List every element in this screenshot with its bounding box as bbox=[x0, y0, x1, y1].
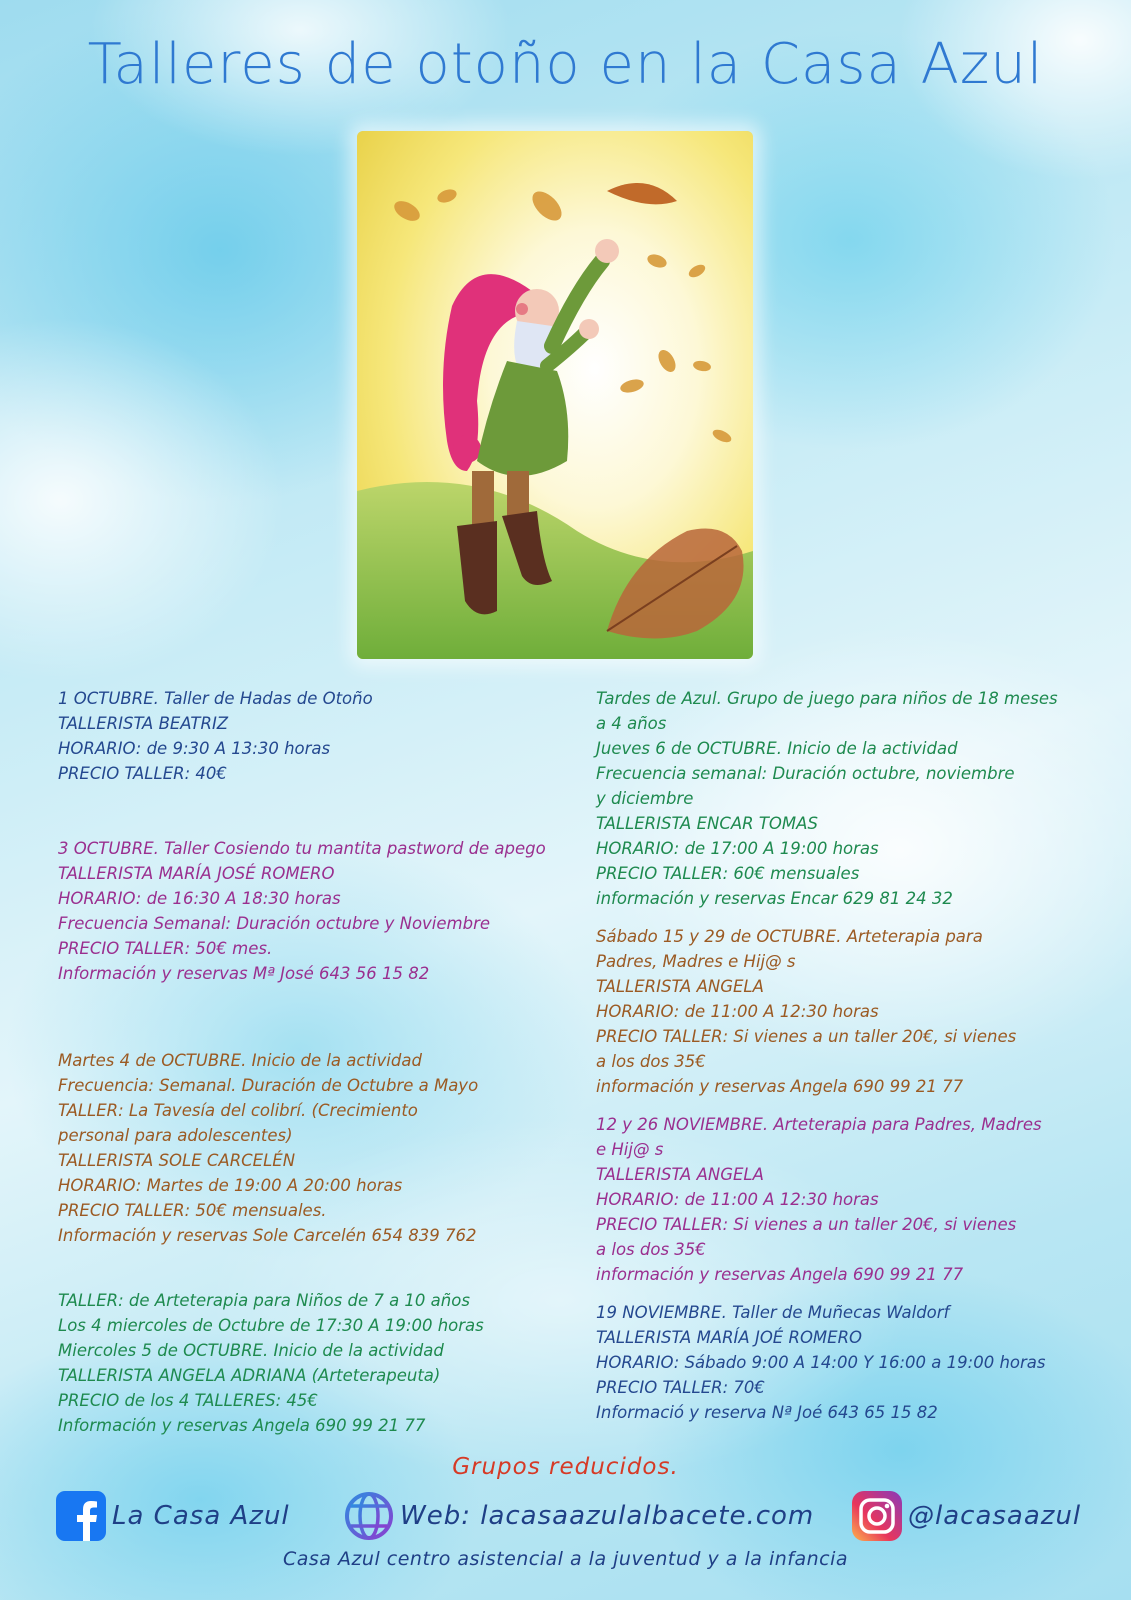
event-line: Frecuencia semanal: Duración octubre, noviembre bbox=[596, 764, 1015, 783]
instagram-link[interactable] bbox=[852, 1490, 1081, 1542]
event-travesia-colibri bbox=[58, 1048, 578, 1248]
facebook-link[interactable] bbox=[56, 1490, 290, 1542]
event-line: PRECIO TALLER: Si vienes a un taller 20€, si vienes bbox=[596, 1215, 1017, 1234]
instagram-label: @lacasaazul bbox=[908, 1501, 1082, 1531]
event-line: 1 OCTUBRE. Taller de Hadas de Otoño bbox=[58, 689, 373, 708]
event-line: Información y reservas Sole Carcelén 654 839 762 bbox=[58, 1226, 477, 1245]
event-line: PRECIO TALLER: 50€ mes. bbox=[58, 939, 273, 958]
event-line: Los 4 miercoles de Octubre de 17:30 A 19:00 horas bbox=[58, 1316, 484, 1335]
event-line: HORARIO: de 17:00 A 19:00 horas bbox=[596, 839, 879, 858]
event-line: a los dos 35€ bbox=[596, 1240, 706, 1259]
event-line: 12 y 26 NOVIEMBRE. Arteterapia para Padres, Madres bbox=[596, 1115, 1042, 1134]
event-line: 3 OCTUBRE. Taller Cosiendo tu mantita pastword de apego bbox=[58, 839, 546, 858]
event-line: TALLERISTA MARÍA JOÉ ROMERO bbox=[596, 1328, 863, 1347]
page-title: Talleres de otoño en la Casa Azul bbox=[87, 32, 1044, 97]
event-line: HORARIO: de 9:30 A 13:30 horas bbox=[58, 739, 331, 758]
web-link[interactable] bbox=[344, 1490, 814, 1542]
event-line: a 4 años bbox=[596, 714, 667, 733]
event-line: Padres, Madres e Hij@ s bbox=[596, 952, 796, 971]
event-arteterapia-ninos bbox=[58, 1288, 578, 1438]
event-line: a los dos 35€ bbox=[596, 1052, 706, 1071]
event-line: PRECIO TALLER: 50€ mensuales. bbox=[58, 1201, 327, 1220]
event-line: PRECIO TALLER: 60€ mensuales bbox=[596, 864, 860, 883]
event-line: Frecuencia Semanal: Duración octubre y Noviembre bbox=[58, 914, 491, 933]
instagram-icon bbox=[852, 1491, 902, 1541]
event-munecas-waldorf bbox=[596, 1300, 1086, 1425]
event-line: HORARIO: Sábado 9:00 A 14:00 Y 16:00 a 19:00 horas bbox=[596, 1353, 1046, 1372]
gnome-illustration bbox=[357, 131, 753, 659]
event-line: información y reservas Angela 690 99 21 77 bbox=[596, 1265, 964, 1284]
right-column bbox=[596, 686, 1086, 1425]
event-line: Tardes de Azul. Grupo de juego para niños de 18 meses bbox=[596, 689, 1058, 708]
event-tardes-de-azul bbox=[596, 686, 1086, 911]
event-line: TALLERISTA MARÍA JOSÉ ROMERO bbox=[58, 864, 335, 883]
event-line: HORARIO: de 11:00 A 12:30 horas bbox=[596, 1190, 879, 1209]
event-line: TALLERISTA BEATRIZ bbox=[58, 714, 229, 733]
event-line: TALLER: La Tavesía del colibrí. (Crecimiento bbox=[58, 1101, 418, 1120]
event-line: TALLERISTA SOLE CARCELÉN bbox=[58, 1151, 296, 1170]
event-line: PRECIO TALLER: 40€ bbox=[58, 764, 227, 783]
event-line: Informació y reserva Nª Joé 643 65 15 82 bbox=[596, 1403, 938, 1422]
event-line: personal para adolescentes) bbox=[58, 1126, 293, 1145]
event-line: TALLERISTA ANGELA bbox=[596, 1165, 764, 1184]
event-line: Información y reservas Angela 690 99 21 77 bbox=[58, 1416, 426, 1435]
event-line: HORARIO: de 16:30 A 18:30 horas bbox=[58, 889, 341, 908]
facebook-label: La Casa Azul bbox=[112, 1501, 290, 1531]
event-line: 19 NOVIEMBRE. Taller de Muñecas Waldorf bbox=[596, 1303, 950, 1322]
event-line: PRECIO de los 4 TALLERES: 45€ bbox=[58, 1391, 318, 1410]
grupos-reducidos-note: Grupos reducidos. bbox=[452, 1454, 679, 1480]
event-line: TALLERISTA ANGELA bbox=[596, 977, 764, 996]
event-line: PRECIO TALLER: Si vienes a un taller 20€, si vienes bbox=[596, 1027, 1017, 1046]
left-column bbox=[58, 686, 578, 1438]
event-arteterapia-noviembre bbox=[596, 1112, 1086, 1287]
event-line: Jueves 6 de OCTUBRE. Inicio de la actividad bbox=[596, 739, 958, 758]
web-label: Web: lacasaazulalbacete.com bbox=[400, 1501, 815, 1531]
event-line: información y reservas Angela 690 99 21 77 bbox=[596, 1077, 964, 1096]
event-line: TALLERISTA ANGELA ADRIANA (Arteterapeuta) bbox=[58, 1366, 441, 1385]
event-hadas-otono bbox=[58, 686, 578, 786]
globe-icon bbox=[344, 1491, 394, 1541]
event-line: HORARIO: de 11:00 A 12:30 horas bbox=[596, 1002, 879, 1021]
event-line: e Hij@ s bbox=[596, 1140, 664, 1159]
event-arteterapia-octubre bbox=[596, 924, 1086, 1099]
event-line: PRECIO TALLER: 70€ bbox=[596, 1378, 765, 1397]
event-line: Martes 4 de OCTUBRE. Inicio de la actividad bbox=[58, 1051, 422, 1070]
event-line: TALLERISTA ENCAR TOMAS bbox=[596, 814, 818, 833]
event-line: Información y reservas Mª José 643 56 15 82 bbox=[58, 964, 430, 983]
event-line: Sábado 15 y 29 de OCTUBRE. Arteterapia para bbox=[596, 927, 983, 946]
event-mantita-pastword bbox=[58, 836, 578, 986]
event-line: Miercoles 5 de OCTUBRE. Inicio de la actividad bbox=[58, 1341, 444, 1360]
facebook-icon bbox=[56, 1491, 106, 1541]
event-line: información y reservas Encar 629 81 24 32 bbox=[596, 889, 953, 908]
event-line: y diciembre bbox=[596, 789, 694, 808]
event-line: TALLER: de Arteterapia para Niños de 7 a 10 años bbox=[58, 1291, 470, 1310]
tagline: Casa Azul centro asistencial a la juventud y a la infancia bbox=[282, 1548, 849, 1570]
event-line: Frecuencia: Semanal. Duración de Octubre a Mayo bbox=[58, 1076, 479, 1095]
event-line: HORARIO: Martes de 19:00 A 20:00 horas bbox=[58, 1176, 403, 1195]
